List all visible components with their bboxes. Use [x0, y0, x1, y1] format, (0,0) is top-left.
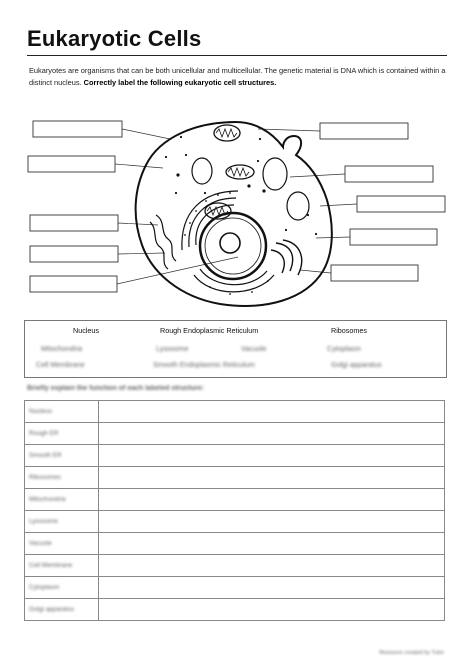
structure-label: Golgi apparatus: [25, 599, 99, 621]
word-bank-row-2: [25, 344, 446, 358]
vacuole-right: [263, 158, 287, 190]
table-row: [25, 489, 445, 511]
structure-label: Mitochondria: [25, 489, 99, 511]
label-box-2[interactable]: [28, 156, 115, 172]
mitochondrion-middle: [226, 165, 254, 179]
structure-label: Vacuole: [25, 533, 99, 555]
word-bank-term: Rough Endoplasmic Reticulum: [160, 326, 259, 335]
word-bank-row-1: [25, 326, 446, 340]
nucleus-envelope: [200, 213, 266, 279]
nucleolus: [220, 233, 240, 253]
page-title: Eukaryotic Cells: [27, 26, 202, 51]
label-box-1[interactable]: [33, 121, 122, 137]
answer-cell[interactable]: [99, 423, 445, 445]
table-row: [25, 445, 445, 467]
table-row: [25, 555, 445, 577]
function-prompt: Briefly explain the function of each labeled structure:: [27, 385, 204, 392]
answer-cell[interactable]: [99, 555, 445, 577]
word-bank-term: Mitochondria: [41, 344, 83, 353]
golgi-apparatus: [271, 240, 302, 275]
structure-label: Cytoplasm: [25, 577, 99, 599]
structure-label: Lysosome: [25, 511, 99, 533]
label-box-7[interactable]: [345, 166, 433, 182]
mitochondrion-top: [214, 125, 240, 141]
structure-label: Rough ER: [25, 423, 99, 445]
answer-cell[interactable]: [99, 401, 445, 423]
structure-label: Smooth ER: [25, 445, 99, 467]
word-bank-term: Golgi apparatus: [331, 360, 382, 369]
answer-table: [24, 400, 445, 621]
label-boxes: [28, 121, 445, 292]
intro-paragraph: [29, 65, 449, 89]
answer-cell[interactable]: [99, 445, 445, 467]
answer-cell[interactable]: [99, 533, 445, 555]
word-bank-term: Cell Membrane: [36, 360, 85, 369]
table-row: [25, 423, 445, 445]
footer-credit: Resource created by Tutor: [379, 650, 444, 656]
table-row: [25, 467, 445, 489]
vacuole-left: [192, 158, 212, 184]
cell-diagram: [0, 105, 474, 315]
word-bank-term: Cytoplasm: [327, 344, 361, 353]
structure-label: Cell Membrane: [25, 555, 99, 577]
vacuole-lower: [287, 192, 309, 220]
label-box-4[interactable]: [30, 246, 118, 262]
word-bank-term: Ribosomes: [331, 326, 367, 335]
title-divider: [27, 55, 447, 56]
label-box-5[interactable]: [30, 276, 117, 292]
intro-text: Eukaryotes are organisms that can be both unicellular and multicellular. The genetic material is DNA which is contained within a distinct nucleus.: [29, 66, 446, 87]
smooth-er: [150, 215, 176, 269]
table-row: [25, 511, 445, 533]
table-row: [25, 401, 445, 423]
label-box-10[interactable]: [331, 265, 418, 281]
leader-lines: [115, 129, 357, 284]
table-row: [25, 533, 445, 555]
table-row: [25, 599, 445, 621]
label-box-3[interactable]: [30, 215, 118, 231]
word-bank-row-3: [25, 360, 446, 374]
intro-instruction: Correctly label the following eukaryotic cell structures.: [83, 78, 277, 87]
nucleus: [200, 213, 266, 279]
label-box-8[interactable]: [357, 196, 445, 212]
table-row: [25, 577, 445, 599]
word-bank-term: Smooth Endoplasmic Reticulum: [153, 360, 255, 369]
label-box-9[interactable]: [350, 229, 437, 245]
answer-cell[interactable]: [99, 489, 445, 511]
answer-cell[interactable]: [99, 577, 445, 599]
structure-label: Nucleus: [25, 401, 99, 423]
word-bank-term: Vacuole: [241, 344, 267, 353]
answer-cell[interactable]: [99, 511, 445, 533]
answer-cell[interactable]: [99, 467, 445, 489]
word-bank-term: Nucleus: [73, 326, 99, 335]
word-bank-term: Lysosome: [156, 344, 189, 353]
word-bank: [24, 320, 447, 378]
structure-label: Ribosomes: [25, 467, 99, 489]
label-box-6[interactable]: [320, 123, 408, 139]
answer-cell[interactable]: [99, 599, 445, 621]
cytoplasm-ribosomes: [165, 136, 317, 235]
